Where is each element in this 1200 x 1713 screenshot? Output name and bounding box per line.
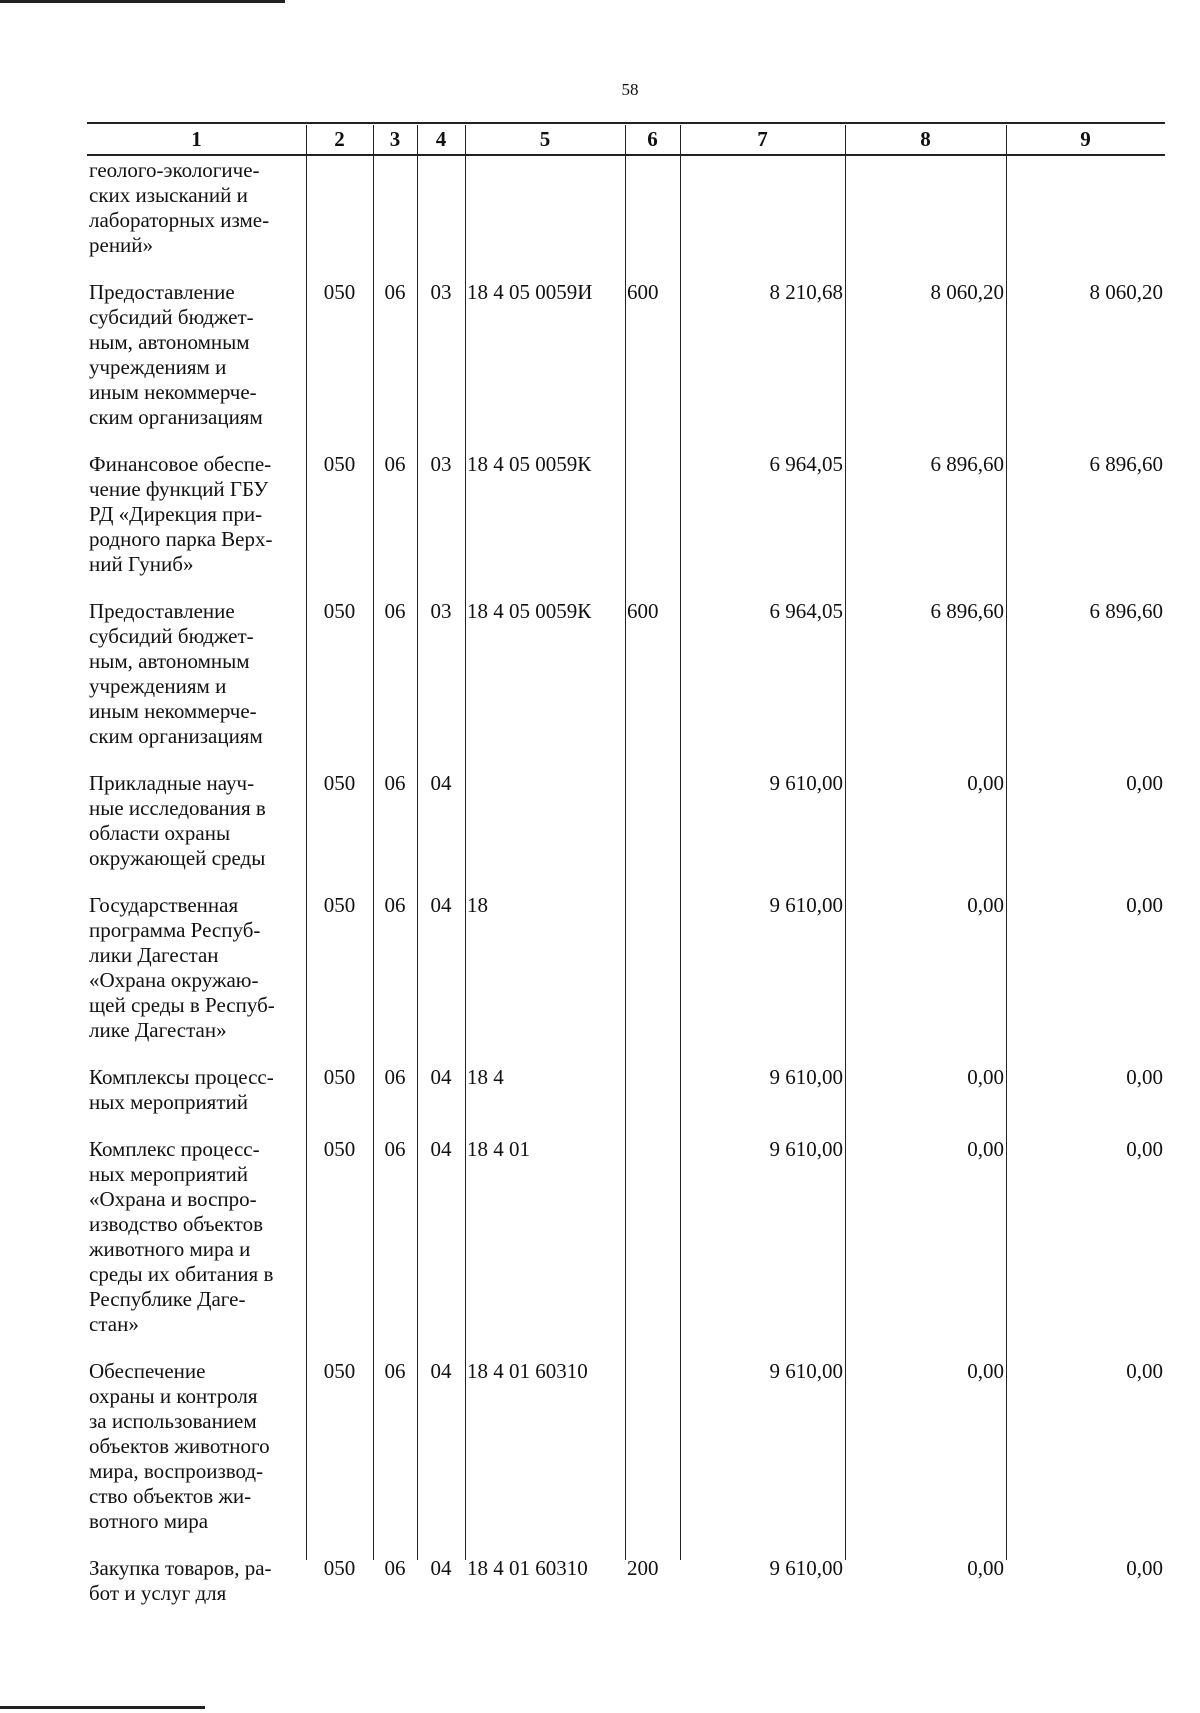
cell-col-6 bbox=[625, 450, 680, 597]
cell-col-7: 9 610,00 bbox=[769, 1556, 843, 1580]
cell-col-2: 050 bbox=[323, 280, 356, 304]
scan-edge-top bbox=[0, 0, 285, 3]
cell-col-3: 06 bbox=[384, 599, 406, 623]
cell-col-9: 0,00 bbox=[1126, 893, 1163, 917]
cell-col-9: 8 060,20 bbox=[1089, 280, 1163, 304]
row-name-cell: Прикладные науч- ные исследования в области охраны окружающей среды bbox=[89, 771, 266, 870]
cell-col-4: 03 bbox=[430, 452, 452, 476]
page-number: 58 bbox=[621, 80, 639, 99]
cell-col-4: 04 bbox=[430, 1359, 452, 1383]
header-cell-8: 8 bbox=[845, 123, 1006, 155]
cell-col-6: 600 bbox=[627, 599, 659, 623]
cell-col-2: 050 bbox=[323, 893, 356, 917]
cell-col-5: 18 4 01 60310 bbox=[467, 1556, 588, 1580]
cell-col-5: 18 4 01 bbox=[467, 1137, 530, 1161]
cell-col-3: 06 bbox=[384, 1556, 406, 1580]
cell-col-7: 6 964,05 bbox=[769, 599, 843, 623]
cell-col-5: 18 4 05 0059И bbox=[467, 280, 593, 304]
cell-col-9: 0,00 bbox=[1126, 1065, 1163, 1089]
cell-col-8: 6 896,60 bbox=[930, 599, 1004, 623]
cell-col-8: 0,00 bbox=[967, 1065, 1004, 1089]
cell-col-4: 03 bbox=[430, 599, 452, 623]
table-body bbox=[87, 155, 1165, 1626]
cell-col-4: 03 bbox=[430, 280, 452, 304]
table-row bbox=[87, 891, 1165, 1063]
row-name-cell: геолого-экологиче- ских изысканий и лабораторных изме- рений» bbox=[89, 158, 270, 257]
cell-col-7: 9 610,00 bbox=[769, 771, 843, 795]
table-row bbox=[87, 450, 1165, 597]
table-row bbox=[87, 278, 1165, 450]
cell-col-8: 0,00 bbox=[967, 893, 1004, 917]
cell-col-7: 9 610,00 bbox=[769, 1137, 843, 1161]
cell-col-5: 18 4 05 0059К bbox=[467, 599, 592, 623]
cell-col-6 bbox=[625, 155, 680, 278]
header-row bbox=[87, 123, 1165, 155]
header-cell-9: 9 bbox=[1006, 123, 1165, 155]
cell-col-7: 9 610,00 bbox=[769, 1359, 843, 1383]
header-cell-4: 4 bbox=[417, 123, 465, 155]
cell-col-3: 06 bbox=[384, 1137, 406, 1161]
cell-col-8: 8 060,20 bbox=[930, 280, 1004, 304]
cell-col-8: 0,00 bbox=[967, 1137, 1004, 1161]
cell-col-5: 18 4 bbox=[467, 1065, 504, 1089]
table-row bbox=[87, 1063, 1165, 1135]
cell-col-6 bbox=[625, 1357, 680, 1554]
row-name-cell: Обеспечение охраны и контроля за использованием объектов животного мира, воспроизвод- ство объектов жи- вотного мира bbox=[89, 1359, 270, 1533]
row-name-cell: Предоставление субсидий бюджет- ным, автономным учреждениям и иным некоммерче- ским организациям bbox=[89, 599, 263, 748]
row-name-cell: Комплекс процесс- ных мероприятий «Охрана и воспро- изводство объектов животного мира и среды их обитания в Республике Даге- стан» bbox=[89, 1137, 274, 1336]
cell-col-2: 050 bbox=[323, 1137, 356, 1161]
table-row bbox=[87, 769, 1165, 891]
cell-col-6 bbox=[625, 891, 680, 1063]
cell-col-7: 9 610,00 bbox=[769, 893, 843, 917]
cell-col-8: 0,00 bbox=[967, 1556, 1004, 1580]
cell-col-8 bbox=[845, 155, 1006, 278]
cell-col-6: 200 bbox=[627, 1556, 659, 1580]
cell-col-8: 0,00 bbox=[967, 1359, 1004, 1383]
cell-col-5 bbox=[465, 155, 625, 278]
row-name-cell: Комплексы процесс- ных мероприятий bbox=[89, 1065, 274, 1114]
row-name-cell: Закупка товаров, ра- бот и услуг для bbox=[89, 1556, 272, 1605]
cell-col-7: 6 964,05 bbox=[769, 452, 843, 476]
cell-col-3: 06 bbox=[384, 280, 406, 304]
header-cell-7: 7 bbox=[680, 123, 845, 155]
table-row bbox=[87, 155, 1165, 278]
cell-col-6 bbox=[625, 1063, 680, 1135]
row-name-cell: Предоставление субсидий бюджет- ным, автономным учреждениям и иным некоммерче- ским организациям bbox=[89, 280, 263, 429]
cell-col-9: 6 896,60 bbox=[1089, 599, 1163, 623]
row-name-cell: Финансовое обеспе- чение функций ГБУ РД «Дирекция при- родного парка Верх- ний Гуниб» bbox=[89, 452, 273, 576]
row-name-cell: Государственная программа Респуб- лики Дагестан «Охрана окружаю- щей среды в Респуб- лике Дагестан» bbox=[89, 893, 275, 1042]
header-cell-1: 1 bbox=[87, 123, 306, 155]
table-row bbox=[87, 1554, 1165, 1626]
cell-col-9: 0,00 bbox=[1126, 771, 1163, 795]
cell-col-2: 050 bbox=[323, 599, 356, 623]
cell-col-5: 18 bbox=[467, 893, 488, 917]
cell-col-6: 600 bbox=[627, 280, 659, 304]
cell-col-9: 6 896,60 bbox=[1089, 452, 1163, 476]
cell-col-9: 0,00 bbox=[1126, 1137, 1163, 1161]
cell-col-4: 04 bbox=[430, 893, 452, 917]
cell-col-3 bbox=[373, 155, 417, 278]
cell-col-8: 0,00 bbox=[967, 771, 1004, 795]
cell-col-2: 050 bbox=[323, 771, 356, 795]
cell-col-4: 04 bbox=[430, 771, 452, 795]
cell-col-9 bbox=[1006, 155, 1165, 278]
header-cell-5: 5 bbox=[465, 123, 625, 155]
cell-col-9: 0,00 bbox=[1126, 1359, 1163, 1383]
table-row bbox=[87, 1357, 1165, 1554]
scan-edge-bottom bbox=[0, 1706, 205, 1709]
cell-col-5: 18 4 05 0059К bbox=[467, 452, 592, 476]
cell-col-7 bbox=[680, 155, 845, 278]
cell-col-7: 8 210,68 bbox=[769, 280, 843, 304]
cell-col-4: 04 bbox=[430, 1556, 452, 1580]
cell-col-2: 050 bbox=[323, 1065, 356, 1089]
header-cell-6: 6 bbox=[625, 123, 680, 155]
budget-table bbox=[87, 122, 1165, 1626]
cell-col-4: 04 bbox=[430, 1065, 452, 1089]
cell-col-6 bbox=[625, 769, 680, 891]
cell-col-5 bbox=[465, 769, 625, 891]
header-cell-2: 2 bbox=[306, 123, 373, 155]
cell-col-3: 06 bbox=[384, 452, 406, 476]
cell-col-4 bbox=[417, 155, 465, 278]
cell-col-5: 18 4 01 60310 bbox=[467, 1359, 588, 1383]
cell-col-3: 06 bbox=[384, 893, 406, 917]
cell-col-4: 04 bbox=[430, 1137, 452, 1161]
cell-col-2 bbox=[306, 155, 373, 278]
table-row bbox=[87, 1135, 1165, 1357]
cell-col-2: 050 bbox=[323, 1556, 356, 1580]
header-cell-3: 3 bbox=[373, 123, 417, 155]
cell-col-6 bbox=[625, 1135, 680, 1357]
cell-col-7: 9 610,00 bbox=[769, 1065, 843, 1089]
cell-col-3: 06 bbox=[384, 1065, 406, 1089]
cell-col-8: 6 896,60 bbox=[930, 452, 1004, 476]
cell-col-2: 050 bbox=[323, 452, 356, 476]
table-row bbox=[87, 597, 1165, 769]
cell-col-3: 06 bbox=[384, 771, 406, 795]
cell-col-2: 050 bbox=[323, 1359, 356, 1383]
cell-col-9: 0,00 bbox=[1126, 1556, 1163, 1580]
cell-col-3: 06 bbox=[384, 1359, 406, 1383]
